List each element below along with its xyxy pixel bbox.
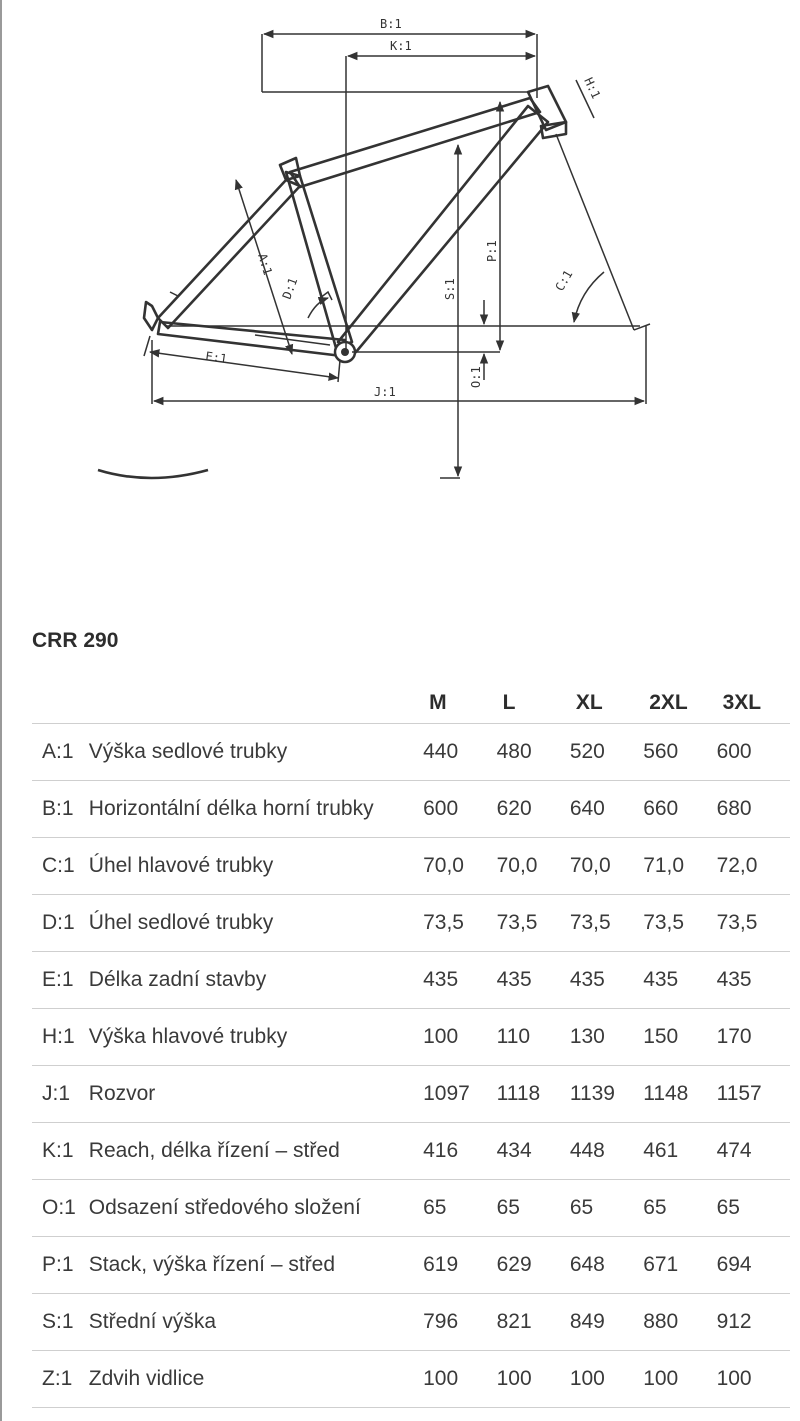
header-size: 3XL <box>717 682 790 724</box>
row-value: 648 <box>570 1237 643 1294</box>
label-c: C:1 <box>552 267 576 294</box>
row-code: H:1 <box>32 1009 89 1066</box>
row-value: 1118 <box>497 1066 570 1123</box>
row-value: 435 <box>570 952 643 1009</box>
label-d: D:1 <box>279 275 301 302</box>
table-row <box>32 838 790 895</box>
table-row <box>32 1351 790 1408</box>
bike-frame <box>144 86 566 362</box>
table-row <box>32 724 790 781</box>
row-value: 796 <box>423 1294 497 1351</box>
row-code: E:1 <box>32 952 89 1009</box>
row-value: 100 <box>717 1351 790 1408</box>
row-value: 100 <box>423 1009 497 1066</box>
row-value: 435 <box>423 952 497 1009</box>
row-value: 70,0 <box>497 838 570 895</box>
row-value: 448 <box>570 1123 643 1180</box>
table-row <box>32 1180 790 1237</box>
label-j: J:1 <box>374 385 396 399</box>
frame-geometry-diagram <box>0 0 800 500</box>
row-code: K:1 <box>32 1123 89 1180</box>
table-row <box>32 1237 790 1294</box>
row-value: 461 <box>643 1123 716 1180</box>
row-code: C:1 <box>32 838 89 895</box>
row-code: B:1 <box>32 781 89 838</box>
header-size: L <box>497 682 570 724</box>
row-value: 480 <box>497 724 570 781</box>
row-value: 440 <box>423 724 497 781</box>
table-row <box>32 952 790 1009</box>
label-o: O:1 <box>469 366 483 388</box>
row-value: 1148 <box>643 1066 716 1123</box>
table-row <box>32 781 790 838</box>
row-value: 1097 <box>423 1066 497 1123</box>
row-code: Z:1 <box>32 1351 89 1408</box>
row-value: 435 <box>497 952 570 1009</box>
wheel-arc <box>98 470 208 478</box>
row-value: 100 <box>643 1351 716 1408</box>
label-a: A:1 <box>255 251 275 277</box>
row-value: 100 <box>423 1351 497 1408</box>
header-size: M <box>423 682 497 724</box>
row-code: A:1 <box>32 724 89 781</box>
row-value: 65 <box>423 1180 497 1237</box>
row-value: 880 <box>643 1294 716 1351</box>
row-name: Rozvor <box>89 1066 423 1123</box>
table-row <box>32 895 790 952</box>
row-value: 1139 <box>570 1066 643 1123</box>
label-b: B:1 <box>380 17 402 31</box>
row-value: 70,0 <box>570 838 643 895</box>
row-value: 73,5 <box>497 895 570 952</box>
row-value: 671 <box>643 1237 716 1294</box>
header-empty <box>89 682 423 724</box>
row-value: 435 <box>717 952 790 1009</box>
row-name: Reach, délka řízení – střed <box>89 1123 423 1180</box>
row-value: 629 <box>497 1237 570 1294</box>
row-value: 110 <box>497 1009 570 1066</box>
table-row <box>32 1009 790 1066</box>
table-row <box>32 1066 790 1123</box>
row-value: 73,5 <box>717 895 790 952</box>
row-value: 435 <box>643 952 716 1009</box>
row-value: 100 <box>497 1351 570 1408</box>
row-name: Úhel hlavové trubky <box>89 838 423 895</box>
row-name: Odsazení středového složení <box>89 1180 423 1237</box>
row-value: 600 <box>423 781 497 838</box>
row-name: Výška hlavové trubky <box>89 1009 423 1066</box>
table-header-row <box>32 682 790 724</box>
row-value: 73,5 <box>570 895 643 952</box>
row-code: P:1 <box>32 1237 89 1294</box>
row-value: 600 <box>717 724 790 781</box>
steering-axis-line <box>556 134 634 330</box>
row-code: S:1 <box>32 1294 89 1351</box>
label-h: H:1 <box>581 75 604 101</box>
header-empty <box>32 682 89 724</box>
row-code: J:1 <box>32 1066 89 1123</box>
row-name: Stack, výška řízení – střed <box>89 1237 423 1294</box>
row-value: 65 <box>643 1180 716 1237</box>
row-value: 73,5 <box>643 895 716 952</box>
model-title: CRR 290 <box>32 629 119 652</box>
row-value: 849 <box>570 1294 643 1351</box>
row-value: 71,0 <box>643 838 716 895</box>
row-value: 65 <box>497 1180 570 1237</box>
label-e: E:1 <box>204 349 229 366</box>
row-value: 434 <box>497 1123 570 1180</box>
row-value: 680 <box>717 781 790 838</box>
row-value: 474 <box>717 1123 790 1180</box>
row-name: Střední výška <box>89 1294 423 1351</box>
row-value: 660 <box>643 781 716 838</box>
row-value: 1157 <box>717 1066 790 1123</box>
table-row <box>32 1294 790 1351</box>
header-size: 2XL <box>643 682 716 724</box>
table-row <box>32 1123 790 1180</box>
row-name: Zdvih vidlice <box>89 1351 423 1408</box>
row-value: 619 <box>423 1237 497 1294</box>
row-value: 640 <box>570 781 643 838</box>
row-value: 912 <box>717 1294 790 1351</box>
header-size: XL <box>570 682 643 724</box>
row-value: 100 <box>570 1351 643 1408</box>
row-name: Délka zadní stavby <box>89 952 423 1009</box>
row-value: 72,0 <box>717 838 790 895</box>
row-value: 560 <box>643 724 716 781</box>
row-value: 620 <box>497 781 570 838</box>
row-value: 130 <box>570 1009 643 1066</box>
geometry-table <box>32 682 790 1408</box>
label-p: P:1 <box>485 240 499 262</box>
row-value: 70,0 <box>423 838 497 895</box>
row-value: 694 <box>717 1237 790 1294</box>
row-code: O:1 <box>32 1180 89 1237</box>
row-name: Úhel sedlové trubky <box>89 895 423 952</box>
row-value: 150 <box>643 1009 716 1066</box>
row-code: D:1 <box>32 895 89 952</box>
row-value: 65 <box>570 1180 643 1237</box>
row-value: 65 <box>717 1180 790 1237</box>
label-k: K:1 <box>390 39 412 53</box>
row-value: 73,5 <box>423 895 497 952</box>
row-value: 170 <box>717 1009 790 1066</box>
label-s: S:1 <box>443 278 457 300</box>
row-value: 821 <box>497 1294 570 1351</box>
row-value: 416 <box>423 1123 497 1180</box>
row-name: Výška sedlové trubky <box>89 724 423 781</box>
row-name: Horizontální délka horní trubky <box>89 781 423 838</box>
row-value: 520 <box>570 724 643 781</box>
